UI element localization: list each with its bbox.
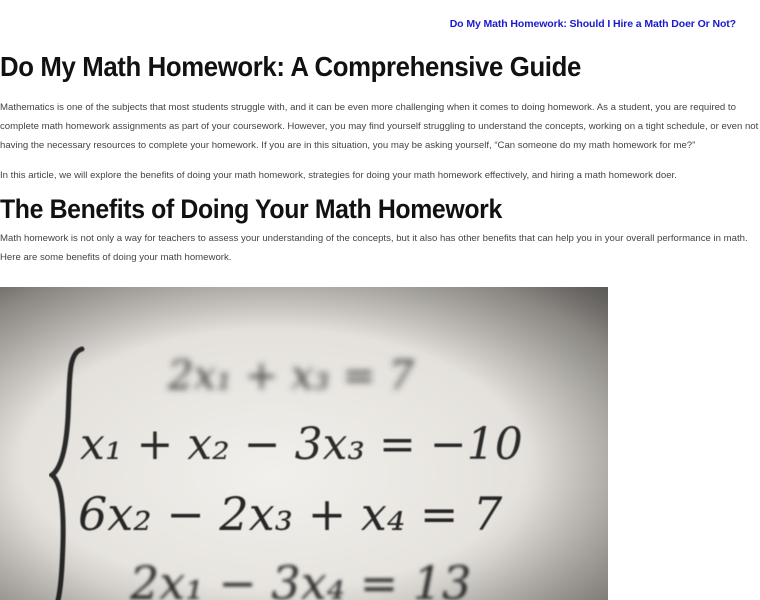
image-vignette [0, 287, 608, 600]
equations-image-svg [0, 287, 608, 600]
page-title: Do My Math Homework: A Comprehensive Guide [0, 51, 581, 82]
article-content [0, 48, 760, 267]
section-paragraph-benefits: Math homework is not only a way for teachers to assess your understanding of the concepts, but it also has other benefits that can help you in your overall performance in math. Here are some benefits of doing your math homework. [0, 233, 748, 263]
math-equations-image [0, 287, 608, 600]
top-article-link[interactable]: Do My Math Homework: Should I Hire a Math Doer Or Not? [449, 18, 736, 30]
section-heading-benefits: The Benefits of Doing Your Math Homework [0, 194, 502, 224]
intro-paragraph-2: In this article, we will explore the benefits of doing your math homework, strategies for doing your math homework effectively, and hiring a math homework doer. [0, 170, 677, 181]
intro-paragraph-1: Mathematics is one of the subjects that most students struggle with, and it can be even more challenging when it comes to doing homework. As a student, you are required to complete math homework assignments as part of your coursework. However, you may find yourself struggling to understand the concepts, working on a tight schedule, or even not having the necessary resources to complete your homework. If you are in this situation, you may be asking yourself, “Can someone do my math homework for me?” [0, 102, 759, 151]
